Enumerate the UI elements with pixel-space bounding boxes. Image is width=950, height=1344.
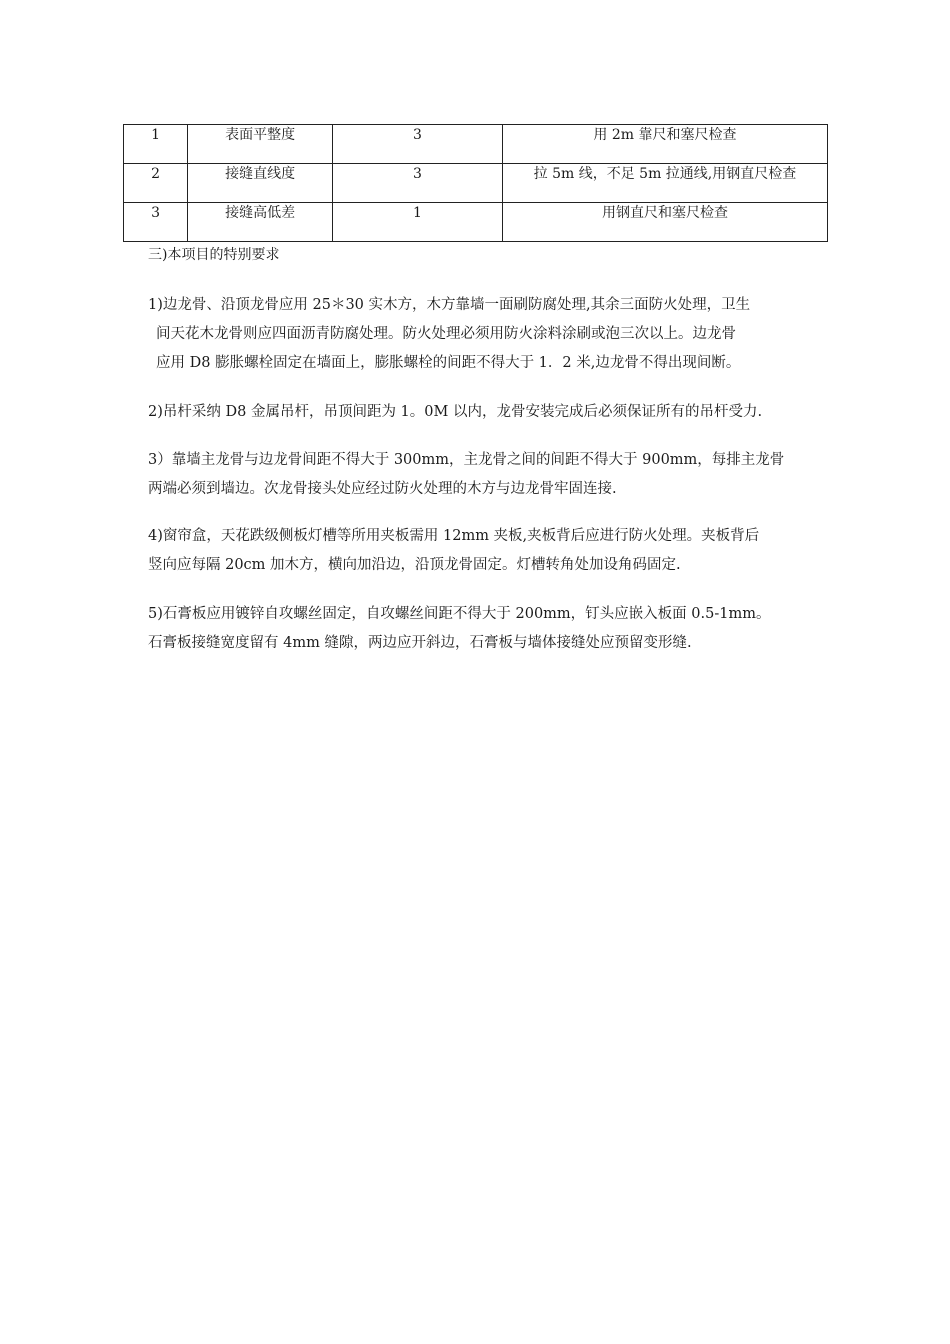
table-row: [124, 164, 828, 203]
section-heading: 三)本项目的特别要求: [148, 247, 280, 263]
tolerance-value: 3: [333, 164, 503, 203]
tolerance-value: 3: [333, 125, 503, 164]
paragraph-line: 两端必须到墙边。次龙骨接头处应经过防火处理的木方与边龙骨牢固连接.: [148, 481, 617, 497]
inspection-item: 接缝直线度: [188, 164, 333, 203]
row-number: 2: [124, 164, 188, 203]
paragraph-line: 间天花木龙骨则应四面沥青防腐处理。防火处理必须用防火涂料涂刷或泡三次以上。边龙骨: [156, 326, 736, 342]
paragraph-line: 4)窗帘盒，天花跌级侧板灯槽等所用夹板需用 12mm 夹板,夹板背后应进行防火处理。夹板背后: [148, 528, 760, 544]
inspection-method: 拉 5m 线，不足 5m 拉通线,用钢直尺检查: [502, 164, 827, 203]
inspection-item: 接缝高低差: [188, 203, 333, 242]
requirement-paragraph-3: [148, 446, 838, 504]
paragraph-line: 竖向应每隔 20cm 加木方，横向加沿边，沿顶龙骨固定。灯槽转角处加设角码固定.: [148, 557, 681, 573]
paragraph-line: 5)石膏板应用镀锌自攻螺丝固定，自攻螺丝间距不得大于 200mm，钉头应嵌入板面 0.5-1mm。: [148, 606, 771, 622]
requirement-paragraph-4: [148, 522, 838, 580]
paragraph-line: 2)吊杆采纳 D8 金属吊杆，吊顶间距为 1。0M 以内，龙骨安装完成后必须保证所有的吊杆受力.: [148, 404, 763, 420]
table-row: [124, 203, 828, 242]
inspection-item: 表面平整度: [188, 125, 333, 164]
paragraph-line: 1)边龙骨、沿顶龙骨应用 25＊30 实木方，木方靠墙一面刷防腐处理,其余三面防火处理，卫生: [148, 297, 751, 313]
row-number: 1: [124, 125, 188, 164]
table-row: [124, 125, 828, 164]
row-number: 3: [124, 203, 188, 242]
inspection-method: 用 2m 靠尺和塞尺检查: [502, 125, 827, 164]
requirement-paragraph-5: [148, 600, 838, 658]
paragraph-line: 3）靠墙主龙骨与边龙骨间距不得大于 300mm，主龙骨之间的间距不得大于 900mm，每排主龙骨: [148, 452, 785, 468]
paragraph-line: 石膏板接缝宽度留有 4mm 缝隙，两边应开斜边，石膏板与墙体接缝处应预留变形缝.: [148, 635, 692, 651]
paragraph-line: 应用 D8 膨胀螺栓固定在墙面上，膨胀螺栓的间距不得大于 1．2 米,边龙骨不得出现间断。: [156, 355, 741, 371]
inspection-table: [123, 124, 828, 242]
requirement-paragraph-2: [148, 398, 838, 427]
tolerance-value: 1: [333, 203, 503, 242]
inspection-method: 用钢直尺和塞尺检查: [502, 203, 827, 242]
requirement-paragraph-1: [148, 291, 838, 378]
